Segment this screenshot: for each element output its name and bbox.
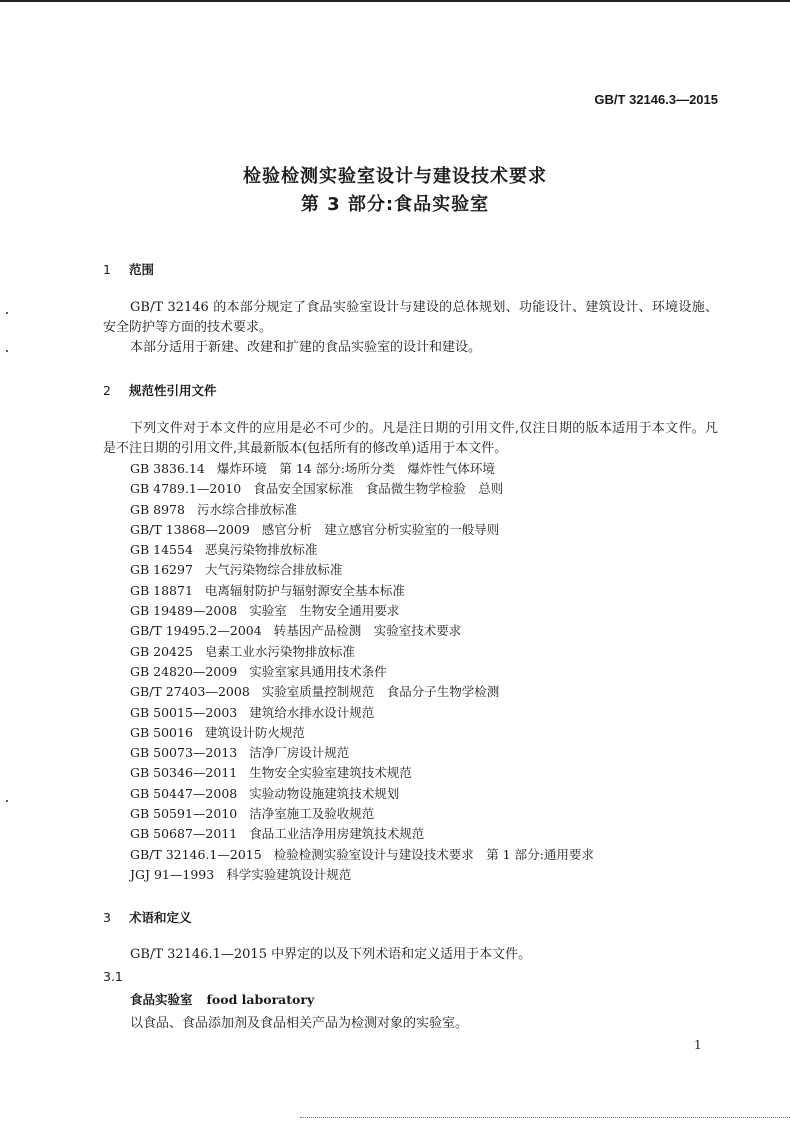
reference-item <box>130 682 594 702</box>
reference-title: 食品工业洁净用房建筑技术规范 <box>249 826 425 842</box>
section-2-title: 规范性引用文件 <box>129 383 217 398</box>
scan-mark <box>6 350 8 352</box>
reference-item <box>130 865 594 885</box>
term-english: food laboratory <box>206 992 315 1007</box>
reference-code: GB 50016 <box>130 724 193 740</box>
reference-title: 科学实验建筑设计规范 <box>226 866 352 882</box>
reference-code: GB 20425 <box>130 643 193 659</box>
reference-item <box>130 520 594 540</box>
reference-code: GB 50015—2003 <box>130 704 238 720</box>
reference-title: 皂素工业水污染物排放标准 <box>204 643 355 659</box>
section-1-paragraph: 本部分适用于新建、改建和扩建的食品实验室的设计和建设。 <box>130 340 482 355</box>
reference-list <box>130 459 594 885</box>
reference-code: GB 50073—2013 <box>130 745 238 761</box>
reference-title: 食品安全国家标准 食品微生物学检验 总则 <box>253 481 504 497</box>
scan-mark <box>6 800 8 802</box>
standard-code: GB/T 32146.3—2015 <box>594 92 718 107</box>
section-3-intro: GB/T 32146.1—2015 中界定的以及下列术语和定义适用于本文件。 <box>130 947 532 962</box>
reference-title: 建筑给水排水设计规范 <box>249 704 375 720</box>
reference-item <box>130 662 594 682</box>
bottom-rule <box>300 1117 790 1118</box>
reference-item <box>130 743 594 763</box>
reference-title: 洁净室施工及验收规范 <box>249 806 375 822</box>
reference-title: 恶臭污染物排放标准 <box>204 542 318 558</box>
reference-item <box>130 560 594 580</box>
term-definition: 以食品、食品添加剂及食品相关产品为检测对象的实验室。 <box>130 1016 469 1031</box>
reference-code: GB 18871 <box>130 582 193 598</box>
section-2-intro: 下列文件对于本文件的应用是必不可少的。凡是注日期的引用文件,仅注日期的版本适用于本文件。凡是不注日期的引用文件,其最新版本(包括所有的修改单)适用于本文件。 <box>103 421 718 456</box>
reference-title: 电离辐射防护与辐射源安全基本标准 <box>204 582 405 598</box>
reference-item <box>130 479 594 499</box>
reference-title: 实验动物设施建筑技术规划 <box>249 785 400 801</box>
reference-code: GB 16297 <box>130 562 193 578</box>
document-subtitle: 第 3 部分:食品实验室 <box>300 194 490 215</box>
reference-code: GB 4789.1—2010 <box>130 481 242 497</box>
reference-item <box>130 540 594 560</box>
reference-item <box>130 703 594 723</box>
reference-title: 感官分析 建立感官分析实验室的一般导则 <box>261 521 500 537</box>
reference-item <box>130 581 594 601</box>
reference-title: 检验检测实验室设计与建设技术要求 第 1 部分:通用要求 <box>273 846 594 862</box>
reference-title: 转基因产品检测 实验室技术要求 <box>273 623 462 639</box>
section-1-paragraph: GB/T 32146 的本部分规定了食品实验室设计与建设的总体规划、功能设计、建筑设计、环境设施、安全防护等方面的技术要求。 <box>103 300 718 335</box>
reference-title: 实验室 生物安全通用要求 <box>249 603 400 619</box>
top-rule <box>0 0 790 2</box>
reference-code: GB 50346—2011 <box>130 765 238 781</box>
section-1-number: 1 <box>103 262 111 277</box>
reference-title: 实验室质量控制规范 食品分子生物学检测 <box>261 684 500 700</box>
term-heading <box>130 990 314 1008</box>
reference-item <box>130 723 594 743</box>
reference-item <box>130 621 594 641</box>
term-chinese: 食品实验室 <box>130 992 193 1007</box>
section-3-number: 3 <box>103 910 111 925</box>
section-3-heading <box>103 908 192 926</box>
reference-item <box>130 845 594 865</box>
reference-code: GB 50447—2008 <box>130 785 238 801</box>
page-number: 1 <box>694 1038 702 1052</box>
reference-code: GB 3836.14 <box>130 461 205 476</box>
reference-code: GB 50591—2010 <box>130 806 238 822</box>
reference-code: GB 19489—2008 <box>130 603 238 619</box>
reference-item <box>130 784 594 804</box>
reference-title: 建筑设计防火规范 <box>204 724 305 740</box>
reference-code: GB 50687—2011 <box>130 826 238 842</box>
reference-code: GB/T 13868—2009 <box>130 521 250 537</box>
reference-code: GB 8978 <box>130 501 185 517</box>
reference-code: GB/T 19495.2—2004 <box>130 623 262 639</box>
reference-title: 实验室家具通用技术条件 <box>249 663 387 679</box>
reference-code: GB 24820—2009 <box>130 663 238 679</box>
reference-title: 大气污染物综合排放标准 <box>204 562 343 578</box>
reference-item <box>130 601 594 621</box>
term-number: 3.1 <box>103 969 123 984</box>
reference-title: 洁净厂房设计规范 <box>249 745 350 761</box>
reference-item <box>130 763 594 783</box>
reference-item <box>130 824 594 844</box>
reference-item <box>130 804 594 824</box>
document-title: 检验检测实验室设计与建设技术要求 <box>243 166 547 187</box>
section-1-title: 范围 <box>129 262 155 277</box>
section-1-heading <box>103 260 154 278</box>
reference-code: GB/T 32146.1—2015 <box>130 846 262 862</box>
section-3-title: 术语和定义 <box>129 910 192 925</box>
reference-item <box>130 500 594 520</box>
reference-title: 生物安全实验室建筑技术规范 <box>249 765 412 781</box>
section-2-heading <box>103 381 217 399</box>
reference-title: 爆炸环境 第 14 部分:场所分类 爆炸性气体环境 <box>216 461 495 476</box>
scan-mark <box>6 312 8 314</box>
reference-item <box>130 459 594 479</box>
reference-code: GB/T 27403—2008 <box>130 684 250 700</box>
reference-item <box>130 642 594 662</box>
reference-title: 污水综合排放标准 <box>196 501 297 517</box>
reference-code: JGJ 91—1993 <box>130 866 215 882</box>
section-2-number: 2 <box>103 383 111 398</box>
reference-code: GB 14554 <box>130 542 193 558</box>
